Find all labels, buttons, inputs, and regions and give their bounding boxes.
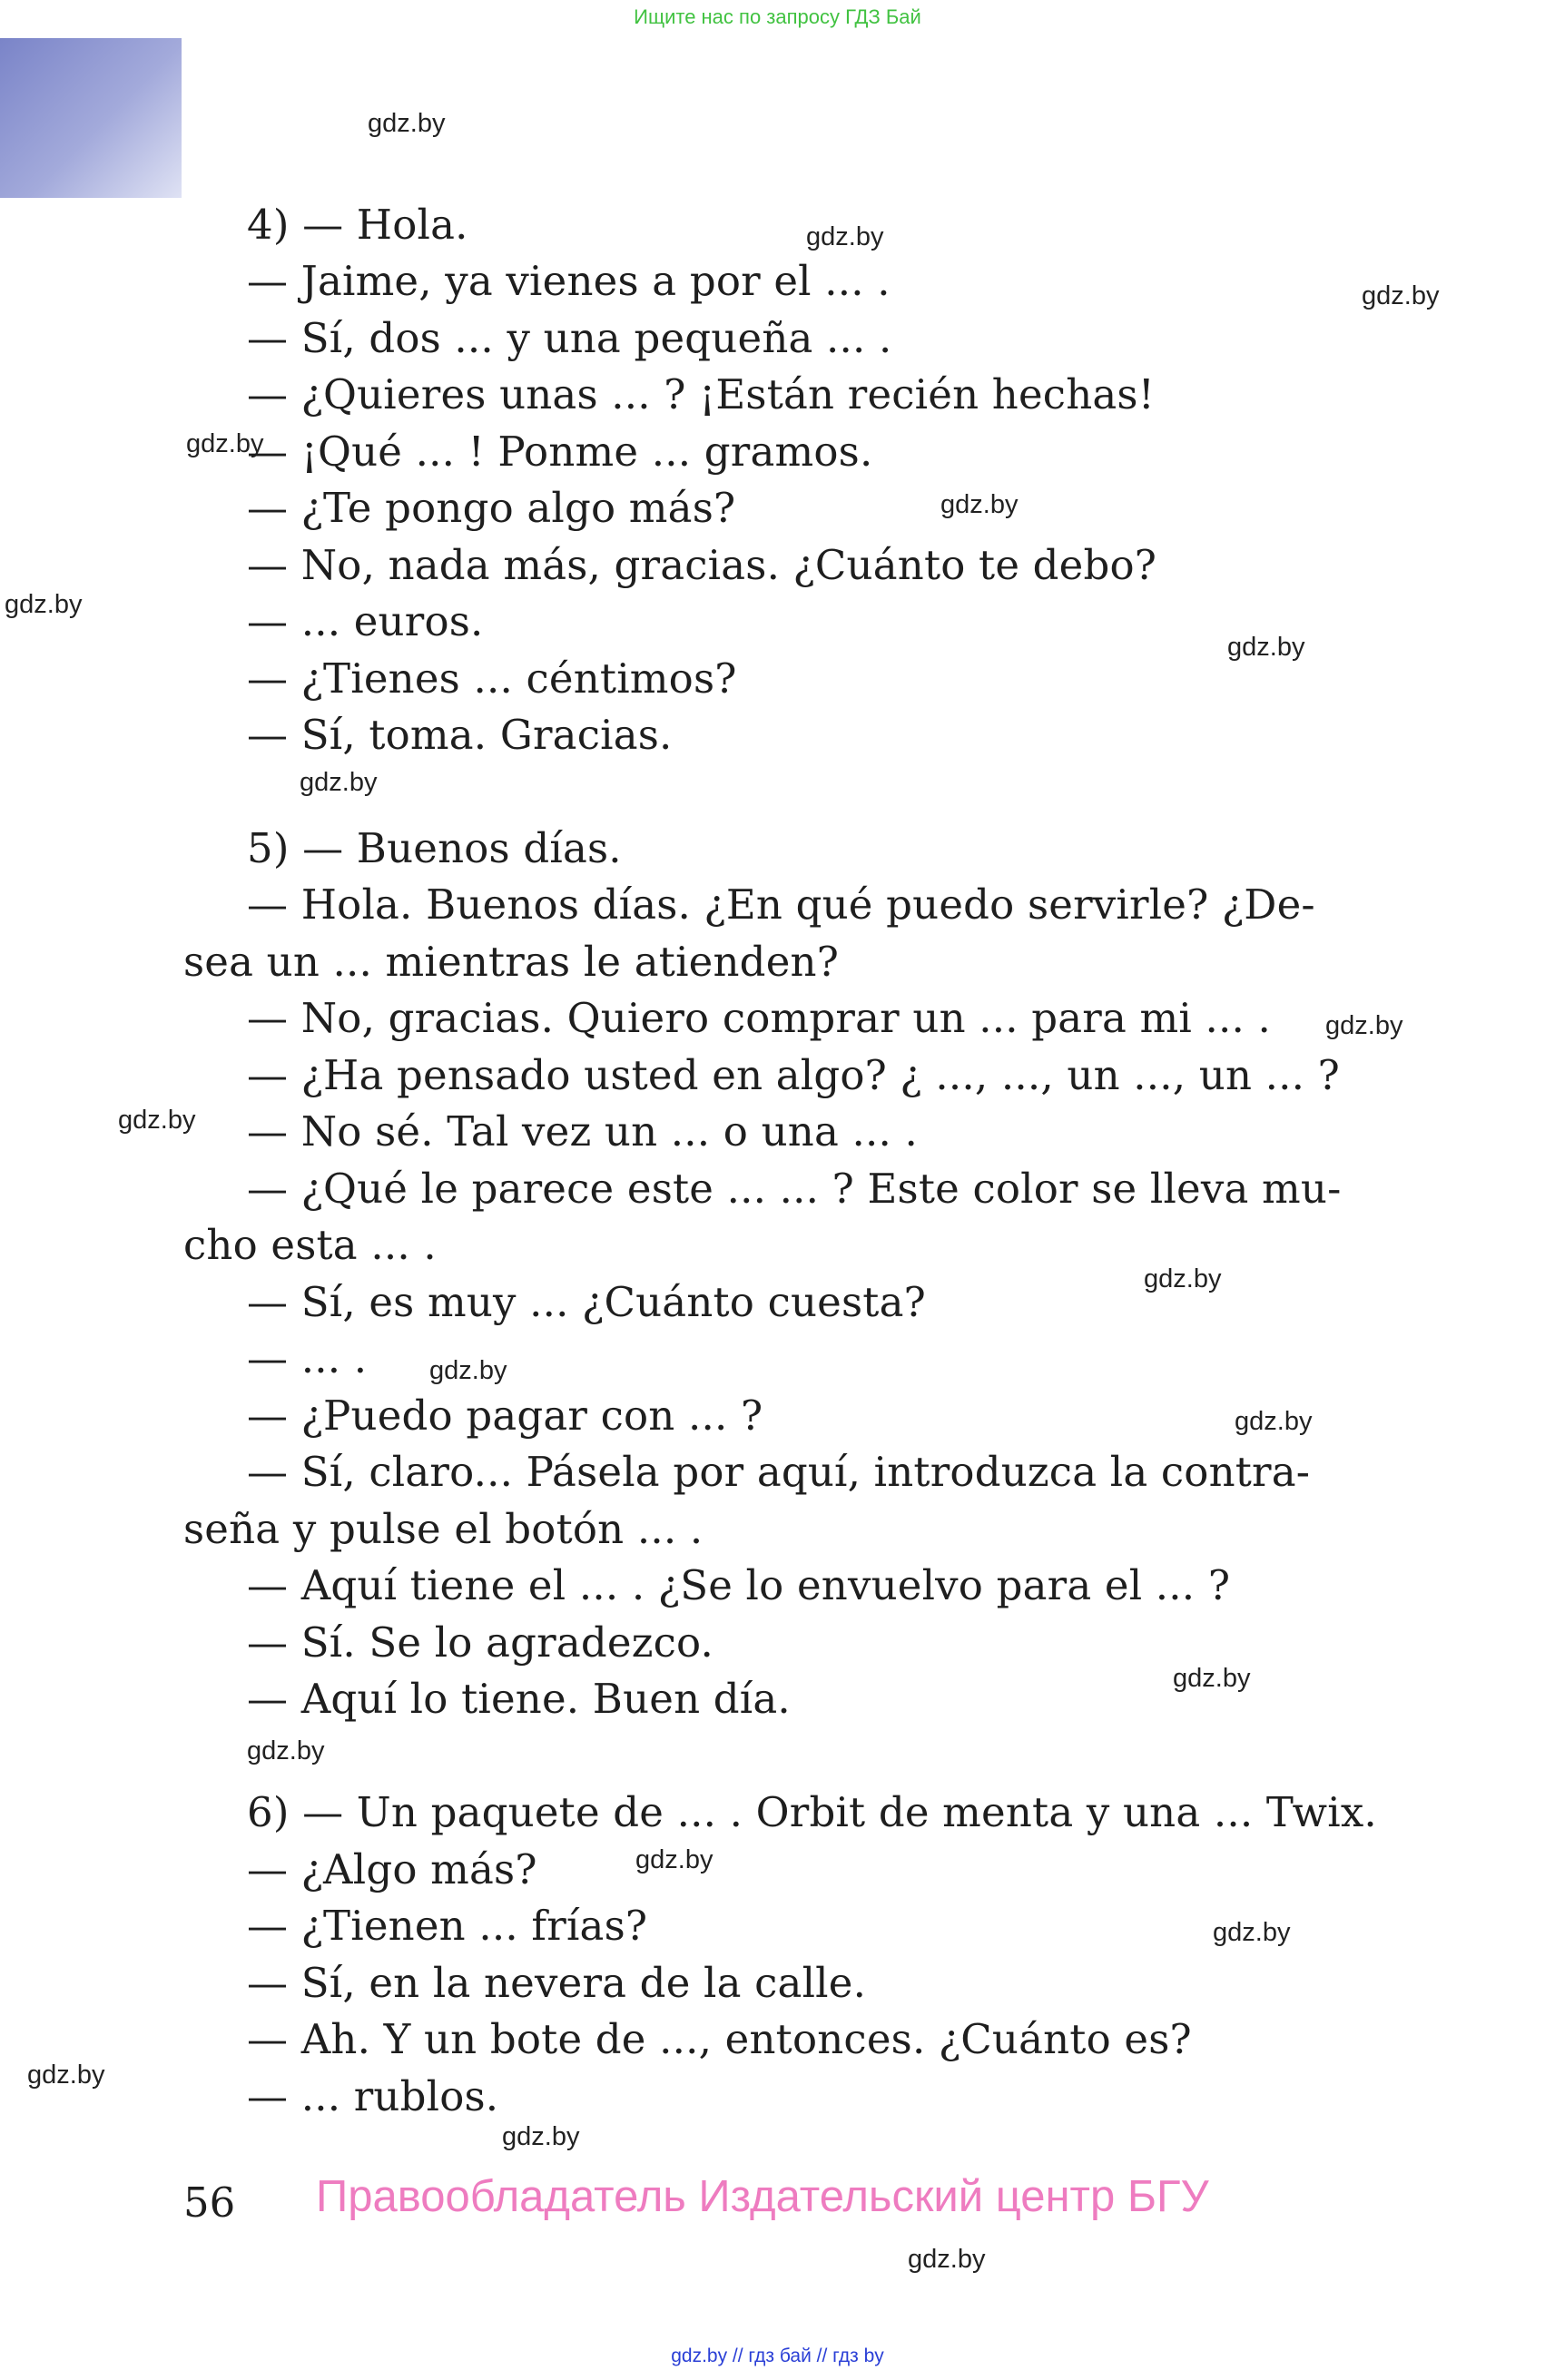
dialogue-line: — ¿Puedo pagar con ... ? <box>247 1392 763 1440</box>
dialogue-line: cho esta ... . <box>183 1221 437 1269</box>
watermark: gdz.by <box>368 109 446 138</box>
dialogue-line: — ¡Qué ... ! Ponme ... gramos. <box>247 428 873 476</box>
dialogue-line: — Jaime, ya vienes a por el ... . <box>247 257 891 305</box>
watermark: gdz.by <box>1235 1407 1313 1436</box>
watermark: gdz.by <box>1362 281 1440 310</box>
dialogue-line: — ¿Te pongo algo más? <box>247 484 736 532</box>
dialogue-line: 6) — Un paquete de ... . Orbit de menta y una ... Twix. <box>247 1788 1377 1836</box>
dialogue-line: — ¿Tienes ... céntimos? <box>247 654 737 703</box>
watermark: gdz.by <box>118 1106 196 1135</box>
dialogue-line: — Sí, es muy ... ¿Cuánto cuesta? <box>247 1278 926 1326</box>
dialogue-line: — Ah. Y un bote de ..., entonces. ¿Cuánto es? <box>247 2015 1192 2063</box>
dialogue-line: — Aquí tiene el ... . ¿Se lo envuelvo para el ... ? <box>247 1561 1231 1609</box>
watermark: gdz.by <box>1173 1664 1251 1693</box>
dialogue-line: — ¿Ha pensado usted en algo? ¿ ..., ..., un ..., un ... ? <box>247 1051 1340 1099</box>
watermark: gdz.by <box>940 490 1019 519</box>
corner-decoration <box>0 38 182 198</box>
dialogue-line: — ¿Quieres unas ... ? ¡Están recién hechas! <box>247 370 1155 418</box>
dialogue-line: — Sí, en la nevera de la calle. <box>247 1959 867 2007</box>
dialogue-line: 5) — Buenos días. <box>247 824 622 872</box>
dialogue-line: sea un ... mientras le atienden? <box>183 938 840 986</box>
dialogue-line: — ... rublos. <box>247 2072 499 2120</box>
rights-holder-notice: Правообладатель Издательский центр БГУ <box>316 2172 1209 2221</box>
watermark: gdz.by <box>1325 1011 1403 1040</box>
dialogue-line: — ... . <box>247 1334 368 1382</box>
watermark: gdz.by <box>1213 1918 1291 1947</box>
dialogue-line: — ¿Algo más? <box>247 1845 537 1893</box>
watermark: gdz.by <box>429 1356 507 1385</box>
dialogue-line: 4) — Hola. <box>247 201 468 249</box>
watermark: gdz.by <box>502 2122 580 2151</box>
dialogue-line: seña y pulse el botón ... . <box>183 1505 704 1553</box>
dialogue-line: — ... euros. <box>247 597 484 645</box>
top-banner: Ищите нас по запросу ГДЗ Бай <box>634 5 921 28</box>
watermark: gdz.by <box>186 429 264 458</box>
dialogue-line: — Aquí lo tiene. Buen día. <box>247 1675 791 1723</box>
watermark: gdz.by <box>300 768 378 797</box>
watermark: gdz.by <box>1227 633 1305 662</box>
dialogue-line: — Hola. Buenos días. ¿En qué puedo servirle? ¿De- <box>247 880 1315 929</box>
dialogue-line: — No sé. Tal vez un ... o una ... . <box>247 1107 919 1156</box>
watermark: gdz.by <box>806 222 884 251</box>
dialogue-line: — Sí, toma. Gracias. <box>247 711 673 759</box>
watermark: gdz.by <box>5 590 83 619</box>
dialogue-line: — No, gracias. Quiero comprar un ... para mi ... . <box>247 994 1272 1042</box>
page-number: 56 <box>183 2178 236 2227</box>
dialogue-line: — No, nada más, gracias. ¿Cuánto te debo? <box>247 541 1157 589</box>
watermark: gdz.by <box>1144 1264 1222 1293</box>
watermark: gdz.by <box>635 1845 714 1874</box>
watermark: gdz.by <box>27 2060 105 2090</box>
watermark: gdz.by <box>908 2245 986 2274</box>
dialogue-line: — Sí, claro... Pásela por aquí, introduzca la contra- <box>247 1448 1311 1496</box>
dialogue-line: — Sí, dos ... y una pequeña ... . <box>247 314 892 362</box>
dialogue-line: — ¿Qué le parece este ... ... ? Este color se lleva mu- <box>247 1165 1342 1213</box>
footer-links: gdz.by // гдз бай // гдз by <box>671 2346 884 2366</box>
watermark: gdz.by <box>247 1736 325 1765</box>
dialogue-line: — ¿Tienen ... frías? <box>247 1902 648 1950</box>
dialogue-line: — Sí. Se lo agradezco. <box>247 1618 714 1667</box>
